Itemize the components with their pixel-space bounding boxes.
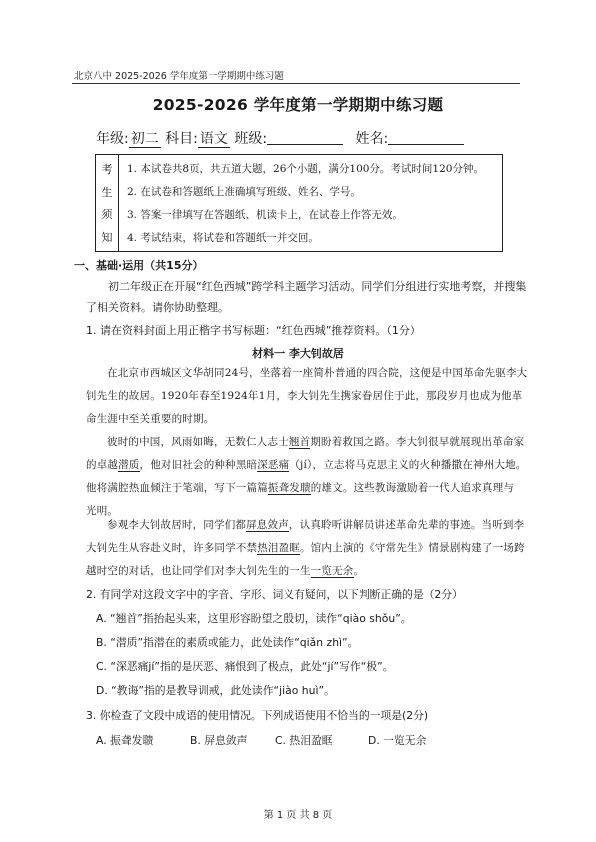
- idiom-underlined: 热泪盈眶: [257, 542, 301, 554]
- name-blank[interactable]: [388, 130, 464, 145]
- q3-option-c: C. 热泪盈眶: [275, 734, 333, 747]
- notice-side-char: 知: [101, 230, 113, 244]
- notice-side-label: [96, 155, 119, 251]
- q3-option-b: B. 屏息敛声: [190, 734, 248, 747]
- subject-value: 语文: [199, 131, 228, 147]
- text-run: 的雄文。这些教诲激励着一代人追求真理与: [310, 482, 515, 494]
- question-1: 1. 请在资料封面上用正楷字书写标题：“红色西城”推荐资料。（1分）: [86, 324, 421, 337]
- question-3: 3. 你检查了文段中成语的使用情况。下列成语使用不恰当的一项是(2分): [86, 709, 429, 722]
- q2-option-d: D. “教诲”指的是教导训戒，此处读作“jiào huì”。: [96, 684, 335, 697]
- notice-item: 4. 考试结束，将试卷和答题纸一并交回。: [127, 232, 319, 244]
- notice-side-char: 生: [101, 185, 113, 199]
- underlined-word: 潜质: [118, 459, 140, 471]
- name-label: 姓名:: [355, 131, 389, 147]
- paragraph-line: [86, 477, 524, 500]
- candidate-notice-box: [95, 154, 503, 252]
- text-run: 大钊先生从容赴义时，许多同学不禁: [86, 542, 258, 554]
- paragraph-line: [86, 431, 524, 454]
- idiom-underlined: 屏息敛声: [246, 519, 289, 531]
- paragraph-line: [86, 537, 524, 560]
- header-rule: [72, 83, 520, 84]
- class-blank[interactable]: [267, 130, 343, 145]
- notice-item: 2. 在试卷和答题纸上准确填写班级、姓名、学号。: [127, 186, 361, 198]
- subject-label: 科目:: [165, 131, 198, 147]
- text-run: 越时空的对话，也让同学们对李大钊先生的一生: [86, 565, 311, 577]
- text-run: 期盼着救国之路。李大钊很早就展现出革命家: [310, 436, 525, 448]
- material-paragraph-2: [86, 431, 527, 523]
- text-run: ，他对旧社会的种种黑暗: [139, 459, 258, 471]
- section-heading: 一、基础·运用（共15分）: [74, 259, 204, 272]
- notice-item: 3. 答案一律填写在答题纸、机读卡上，在试卷上作答无效。: [127, 209, 403, 221]
- paragraph-line: 在北京市西城区文华胡同24号，坐落着一座简朴普通的四合院，这便是中国革命先驱李大: [107, 367, 528, 379]
- q2-option-a: A. “翘首”指抬起头来，这里形容盼望之殷切，读作“qiào shǒu”。: [96, 612, 412, 625]
- paragraph-line: [86, 514, 524, 537]
- q3-option-a: A. 振聋发聩: [96, 734, 154, 747]
- paragraph-line: [86, 560, 524, 583]
- material-paragraph-1: [86, 362, 528, 431]
- grade-label: 年级:: [96, 131, 129, 147]
- intro-line: 了相关资料。请你协助整理。: [86, 301, 229, 314]
- q2-option-c: C. “深恶痛jí”指的是厌恶、痛恨到了极点，此处“jí”写作“极”。: [96, 660, 394, 673]
- material-paragraph-3: [86, 514, 524, 583]
- paragraph-line: 命生涯中至关重要的时期。: [86, 413, 215, 425]
- text-run: 。: [353, 565, 365, 577]
- notice-side-char: 须: [101, 208, 113, 222]
- q2-option-b: B. “潜质”指潜在的素质或能力，此处读作“qiǎn zhì”。: [96, 636, 359, 649]
- class-label: 班级:: [234, 131, 268, 147]
- idiom-underlined: 振聋发聩: [267, 482, 311, 494]
- text-run: 彼时的中国，风雨如晦，无数仁人志士: [107, 436, 289, 448]
- student-info-line: [96, 128, 464, 148]
- material-title: 材料一 李大钊故居: [252, 347, 344, 360]
- grade-value: 初二: [130, 131, 159, 147]
- paragraph-line: [86, 454, 527, 477]
- text-run: 的卓越: [86, 459, 119, 471]
- notice-side-char: 考: [101, 163, 113, 177]
- idiom-underlined: 一览无余: [310, 565, 354, 577]
- running-header: 北京八中 2025-2026 学年度第一学期期中练习题: [74, 71, 284, 82]
- exam-title: 2025-2026 学年度第一学期期中练习题: [152, 96, 444, 114]
- notice-items: [119, 155, 502, 251]
- text-run: 他将满腔热血倾注于笔端，写下一篇篇: [86, 482, 268, 494]
- underlined-word: 深恶痛: [257, 459, 290, 471]
- question-2: 2. 有同学对这段文字中的字音、字形、词义有疑问，以下判断正确的是（2分）: [86, 588, 463, 601]
- text-run: ，认真聆听讲解员讲述革命先辈的事迹。当听到李: [288, 519, 525, 531]
- paragraph-line: 光明。: [86, 505, 119, 517]
- intro-line: 初二年级正在开展“红色西城”跨学科主题学习活动。同学们分组进行实地考察，并搜集: [108, 280, 527, 293]
- text-run: 。馆内上演的《守常先生》情景剧构建了一场跨: [300, 542, 525, 554]
- paragraph-line: 钊先生的故居。1920年春至1924年1月，李大钊先生携家眷居住于此，那段岁月也成为他革: [86, 390, 523, 402]
- text-run: （jí），立志将马克思主义的火种播撒在神州大地。: [289, 459, 527, 471]
- text-run: 参观李大钊故居时，同学们都: [107, 519, 247, 531]
- q3-option-d: D. 一览无余: [368, 734, 427, 747]
- notice-item: 1. 本试卷共8页，共五道大题，26个小题，满分100分。考试时间120分钟。: [127, 163, 484, 175]
- underlined-word: 翘首: [288, 436, 311, 448]
- page-footer: 第 1 页 共 8 页: [263, 810, 333, 821]
